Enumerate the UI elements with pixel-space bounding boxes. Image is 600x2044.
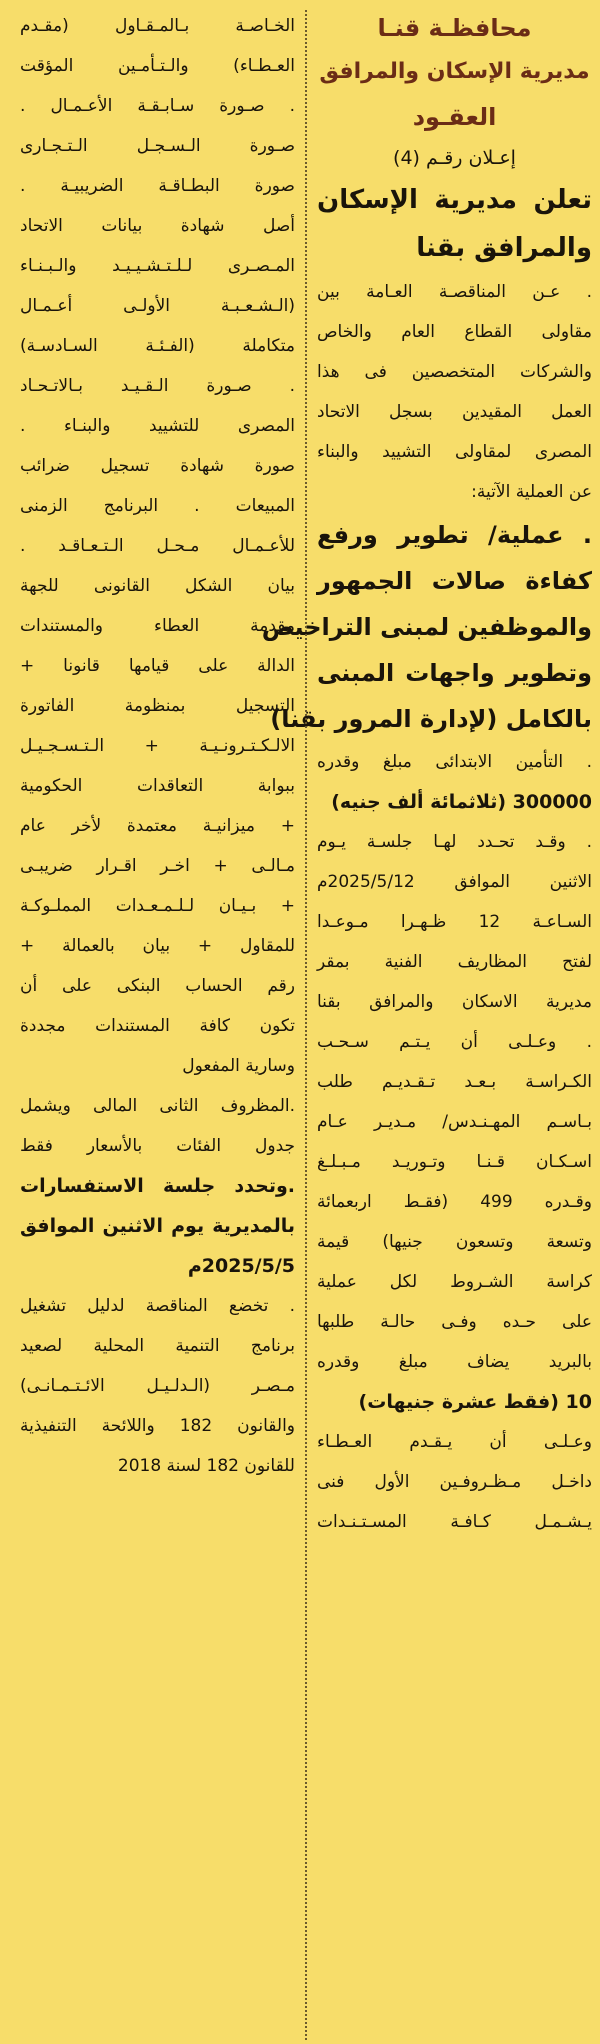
- body-line: مـالـى + اخـر اقـرار ضريبـى: [20, 856, 295, 876]
- body-line: أصل شهادة بيانات الاتحاد: [20, 216, 295, 236]
- project-title-line: كفاءة صالات الجمهور: [317, 567, 592, 595]
- announcement-line: والمرافق بقنا: [416, 233, 592, 263]
- body-line: وقـدره 499 (فقـط اربعمائة: [317, 1192, 592, 1212]
- body-line: .المظروف الثانى المالى ويشمل: [20, 1096, 295, 1116]
- column-divider: [305, 10, 307, 2040]
- project-title-line: . عملية/ تطوير ورفع: [317, 521, 592, 549]
- body-line: + ميزانيـة معتمدة لأخر عام: [20, 816, 295, 836]
- body-line: للمقاول + بيان بالعمالة +: [20, 936, 295, 956]
- directorate-heading: مديرية الإسكان والمرافق: [319, 59, 590, 84]
- body-line: . تخضع المناقصة لدليل تشغيل: [20, 1296, 295, 1316]
- body-line: + بـيـان لـلـمـعـدات المملـوكـة: [20, 896, 295, 916]
- body-line: على حـده وفـى حالـة طلبها: [317, 1312, 592, 1332]
- body-line: عن العملية الآتية:: [471, 482, 592, 502]
- body-line: . التأمين الابتدائى مبلغ وقدره: [317, 752, 592, 772]
- body-line: الالـكـتـرونـيـة + الـتـسـجـيـل: [20, 736, 295, 756]
- body-line: للأعـمـال مـحـل الـتـعـاقـد .: [20, 536, 295, 556]
- body-line: المصرى لمقاولى التشييد والبناء: [317, 442, 592, 462]
- body-line: السـاعـة 12 ظـهـرا مـوعـدا: [317, 912, 592, 932]
- project-title-line: والموظفين لمبنى التراخيص: [261, 613, 592, 641]
- body-line: تكون كافة المستندات مجددة: [20, 1016, 295, 1036]
- body-line: . صـورة الـقـيـد بـالاتـحـاد: [20, 376, 295, 396]
- body-line: المبيعات . البرنامج الزمنى: [20, 496, 295, 516]
- body-line: للقانون 182 لسنة 2018: [117, 1456, 295, 1476]
- body-line: رقم الحساب البنكى على أن: [20, 976, 295, 996]
- body-line: (الـشـعـبـة الأولـى أعـمـال: [20, 296, 295, 316]
- announcement-line: تعلن مديرية الإسكان: [317, 185, 592, 215]
- body-line: التسجيل بمنظومة الفاتورة: [20, 696, 295, 716]
- body-line: صـورة الـسـجـل الـتـجـارى: [20, 136, 295, 156]
- body-line: صورة شهادة تسجيل ضرائب: [20, 456, 295, 476]
- body-line: مقاولى القطاع العام والخاص: [317, 322, 592, 342]
- body-line: برنامج التنمية المحلية لصعيد: [20, 1336, 295, 1356]
- body-line: مديرية الاسكان والمرافق بقنا: [317, 992, 592, 1012]
- contracts-heading: العقـود: [412, 103, 497, 131]
- body-line: مقدمة العطاء والمستندات: [20, 616, 295, 636]
- body-line: العمل المقيدين بسجل الاتحاد: [317, 402, 592, 422]
- inquiry-session-line: .وتحدد جلسة الاستفسارات: [20, 1175, 295, 1197]
- body-line: الكـراسـة بـعـد تـقـديـم طلب: [317, 1072, 592, 1092]
- body-line: المصرى للتشييد والبنـاء .: [20, 416, 295, 436]
- project-title-line: بالكامل (لإدارة المرور بقنا): [270, 705, 592, 733]
- body-line: يـشـمـل كـافـة المسـتـنـدات: [317, 1512, 592, 1532]
- body-line: صورة البطـاقـة الضريبيـة .: [20, 176, 295, 196]
- body-line: بـاسـم المهـنـدس/ مـديـر عـام: [317, 1112, 592, 1132]
- body-line: الخـاصـة بـالمـقـاول (مقـدم: [20, 16, 295, 36]
- ad-number: إعـلان رقـم (4): [393, 147, 516, 169]
- body-line: وعـلـى أن يـقـدم العـطـاء: [317, 1432, 592, 1452]
- body-line: . وقـد تحـدد لهـا جلسـة يـوم: [317, 832, 592, 852]
- body-line: ببوابة التعاقدات الحكومية: [20, 776, 295, 796]
- body-line: . عـن المناقصـة العـامة بين: [317, 282, 592, 302]
- body-line: لفتح المظاريف الفنية بمقر: [317, 952, 592, 972]
- body-line: داخـل مـظـروفـين الأول فنى: [317, 1472, 592, 1492]
- body-line: والقانون 182 واللائحة التنفيذية: [20, 1416, 296, 1436]
- body-line: بالبريد يضاف مبلغ وقدره: [317, 1352, 592, 1372]
- body-line: والشركات المتخصصين فى هذا: [317, 362, 592, 382]
- body-line: مـصـر (الـدلـيـل الائـتـمـانـى): [20, 1376, 295, 1396]
- right-column: [261, 6, 592, 2044]
- body-line: المـصـرى لـلـتـشـيـيـد والـبـنـاء: [20, 256, 295, 276]
- body-line: . وعـلـى أن يـتـم سـحـب: [317, 1032, 592, 1052]
- body-line: متكاملة (الفـئـة السـادسـة): [20, 336, 295, 356]
- body-line: . صـورة سـابـقـة الأعـمـال .: [20, 96, 295, 116]
- body-line: العـطـاء) والـتـأمـين المؤقت: [20, 56, 295, 76]
- left-column: [20, 6, 305, 2044]
- inquiry-session-line: بالمديرية يوم الاثنين الموافق: [20, 1215, 295, 1237]
- body-line: اسـكـان قـنـا وتـوريـد مـبـلـغ: [317, 1152, 592, 1172]
- inquiry-session-date: 2025/5/5م: [187, 1255, 295, 1277]
- postage-amount: 10 (فقط عشرة جنيهات): [358, 1391, 592, 1413]
- insurance-amount: 300000 (ثلاثمائة ألف جنيه): [331, 791, 592, 813]
- body-line: بيان الشكل القانونى للجهة: [20, 576, 295, 596]
- body-line: وتسعة وتسعون جنيها) قيمة: [317, 1232, 592, 1252]
- body-line: جدول الفئات بالأسعار فقط: [20, 1136, 295, 1156]
- body-line: وسارية المفعول: [182, 1056, 295, 1076]
- governorate-heading: محافظـة قنـا: [377, 14, 532, 42]
- body-line: كراسة الشـروط لكل عملية: [317, 1272, 592, 1292]
- session-date: الاثنين الموافق 2025/5/12م: [317, 872, 592, 892]
- body-line: الدالة على قيامها قانونا +: [20, 656, 295, 676]
- project-title-line: وتطوير واجهات المبنى: [317, 659, 592, 687]
